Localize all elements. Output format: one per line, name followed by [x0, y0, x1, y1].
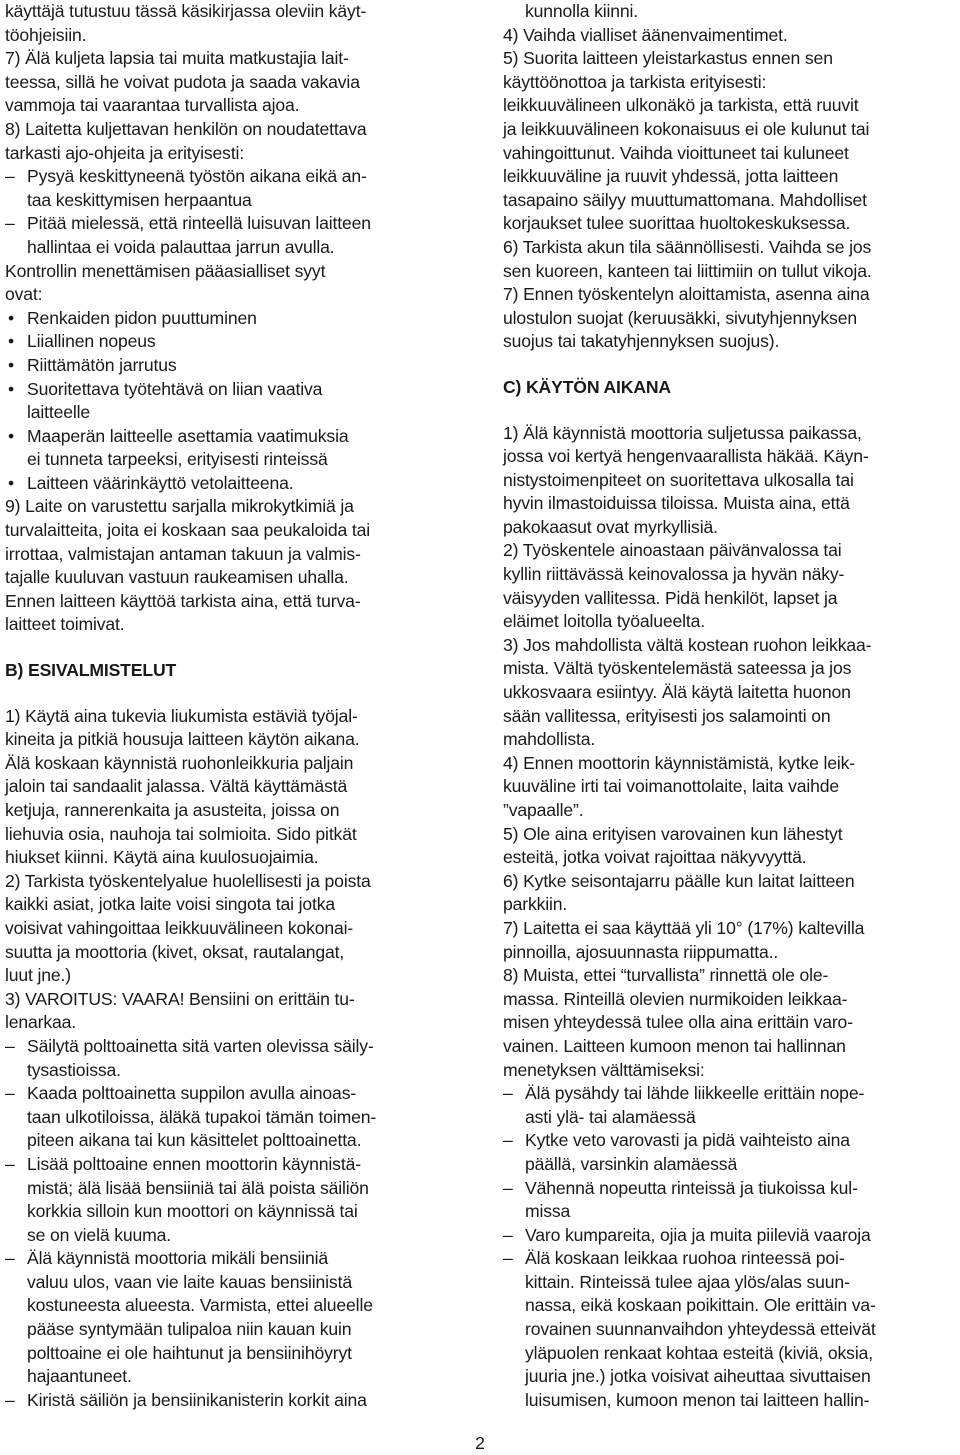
dash-list-continuation: päällä, varsinkin alamäessä	[525, 1153, 738, 1174]
text-line: käyttäjä tutustuu tässä käsikirjassa oleviin käyt-	[5, 1, 367, 21]
text-line: irrottaa, valmistajan antaman takuun ja valmis-	[5, 543, 361, 564]
text-line: teessa, sillä he voivat pudota ja saada vakavia	[5, 71, 360, 92]
text-line: kineita ja pitkiä housuja laitteen käytön aikana.	[5, 729, 360, 750]
dash-list-item: – Älä pysähdy tai lähde liikkeelle erittäin nope-	[503, 1082, 955, 1106]
bullet-list-item: • Maaperän laitteelle asettamia vaatimuksia	[5, 425, 457, 449]
text-line: leikkuuvälineen ulkonäkö ja tarkista, että ruuvit	[503, 95, 859, 116]
text-line: Kontrollin menettämisen pääasialliset syyt	[5, 260, 326, 281]
dash-list-continuation: taa keskittymisen herpaantua	[27, 189, 252, 210]
dash-list-continuation: pääse syntymään tulipaloa niin kauan kuin	[27, 1319, 352, 1340]
text-line: misen yhteydessä tulee olla aina erittäin varo-	[503, 1012, 853, 1033]
text-line: massa. Rinteillä olevien nurmikoiden leikkaa-	[503, 988, 848, 1009]
left-column	[5, 0, 457, 1412]
dash-list-continuation: kostuneesta alueesta. Varmista, ettei alueelle	[27, 1295, 373, 1316]
text-line: 8) Muista, ettei “turvallista” rinnettä ole ole-	[503, 965, 829, 986]
text-line: 3) Jos mahdollista vältä kostean ruohon leikkaa-	[503, 634, 872, 655]
dash-list-continuation: se on vielä kuuma.	[27, 1224, 171, 1245]
bullet-list-item: • Laitteen väärinkäyttö vetolaitteena.	[5, 472, 457, 496]
text-line: leikkuuväline ja ruuvit yhdessä, jotta laitteen	[503, 166, 839, 187]
text-line: laitteet toimivat.	[5, 614, 125, 635]
dash-list-item: – Lisää polttoaine ennen moottorin käynnistä-	[5, 1153, 457, 1177]
text-line: turvalaitteita, joita ei koskaan saa peukaloida tai	[5, 520, 370, 541]
dash-list-continuation: kunnolla kiinni.	[525, 1, 639, 21]
text-line: ja leikkuuvälineen kokonaisuus ei ole kulunut tai	[503, 118, 870, 139]
text-line: luut jne.)	[5, 965, 71, 986]
dash-list-item: – Älä käynnistä moottoria mikäli bensiiniä	[5, 1247, 457, 1271]
dash-list-continuation: hajaantuneet.	[27, 1366, 132, 1387]
right-column	[503, 0, 955, 1412]
text-line: ovat:	[5, 284, 43, 305]
text-line: eläimet loitolla työalueelta.	[503, 611, 706, 632]
dash-list-item: – Varo kumpareita, ojia ja muita piileviä vaaroja	[503, 1224, 955, 1248]
text-line: 7) Laitetta ei saa käyttää yli 10° (17%) kaltevilla	[503, 917, 865, 938]
section-heading-kayton-aikana: C) KÄYTÖN AIKANA	[503, 376, 671, 397]
dash-list-continuation: tysastioissa.	[27, 1059, 121, 1080]
text-line: tasapaino säilyy muuttumattomana. Mahdolliset	[503, 189, 867, 210]
dash-list-continuation: missa	[525, 1201, 571, 1222]
bullet-list-item: • Riittämätön jarrutus	[5, 354, 457, 378]
text-line: jossa voi kertyä hengenvaarallista häkää. Käyn-	[503, 446, 869, 467]
page-number: 2	[475, 1433, 485, 1453]
text-line: nistystoimenpiteet on suoritettava ulkosalla tai	[503, 469, 854, 490]
text-line: väisyyden vallitessa. Pidä henkilöt, lapset ja	[503, 587, 838, 608]
text-line: hyvin ilmastoiduissa tiloissa. Muista aina, että	[503, 493, 850, 514]
text-line: 5) Ole aina erityisen varovainen kun lähestyt	[503, 823, 843, 844]
dash-list-item: – Vähennä nopeutta rinteissä ja tiukoissa kul-	[503, 1177, 955, 1201]
text-line: 8) Laitetta kuljettavan henkilön on noudatettava	[5, 118, 367, 139]
bullet-list-continuation: ei tunneta tarpeeksi, erityisesti rinteissä	[27, 449, 328, 470]
dash-list-continuation: rovainen suunnanvaihdon yhteydessä etteivät	[525, 1319, 876, 1340]
text-line: Älä koskaan käynnistä ruohonleikkuria paljain	[5, 752, 354, 773]
text-line: ukkosvaara esiintyy. Älä käytä laitetta huonon	[503, 682, 851, 703]
text-line: 7) Älä kuljeta lapsia tai muita matkustajia lait-	[5, 48, 349, 69]
text-line: liehuvia osia, nauhoja tai solmioita. Sido pitkät	[5, 823, 357, 844]
text-line: 9) Laite on varustettu sarjalla mikrokytkimiä ja	[5, 496, 354, 517]
text-line: käyttöönottoa ja tarkista erityisesti:	[503, 71, 767, 92]
dash-list-continuation: hallintaa ei voida palauttaa jarrun avulla.	[27, 236, 335, 257]
text-line: 4) Ennen moottorin käynnistämistä, kytke leik-	[503, 752, 855, 773]
text-line: vainen. Laitteen kumoon menon tai hallinnan	[503, 1035, 846, 1056]
text-line: ”vapaalle”.	[503, 800, 584, 820]
text-line: mista. Vältä työskentelemästä sateessa ja jos	[503, 658, 852, 679]
bullet-list-item: • Liiallinen nopeus	[5, 330, 457, 354]
text-line: töohjeisiin.	[5, 24, 87, 45]
text-line: pakokaasut ovat myrkyllisiä.	[503, 516, 718, 537]
text-line: tajalle kuuluvan vastuun raukeamisen uhalla.	[5, 567, 349, 588]
dash-list-continuation: polttoaine ei ole haihtunut ja bensiinihöyryt	[27, 1342, 352, 1363]
text-line: parkkiin.	[503, 894, 568, 915]
text-line: 5) Suorita laitteen yleistarkastus ennen sen	[503, 48, 833, 69]
text-line: ulostulon suojat (keruusäkki, sivutyhjennyksen	[503, 307, 857, 328]
dash-list-item: – Älä koskaan leikkaa ruohoa rinteessä poi-	[503, 1247, 955, 1271]
text-line: vahingoittunut. Vaihda vioittuneet tai kuluneet	[503, 142, 849, 163]
text-line: 6) Tarkista akun tila säännöllisesti. Vaihda se jos	[503, 236, 872, 257]
text-line: 2) Tarkista työskentelyalue huolellisesti ja poista	[5, 870, 371, 891]
dash-list-item: – Pitää mielessä, että rinteellä luisuvan laitteen	[5, 212, 457, 236]
text-line: jaloin tai sandaalit jalassa. Vältä käyttämästä	[5, 776, 348, 797]
text-line: voisivat vahingoittaa leikkuuvälineen kokonai-	[5, 917, 354, 938]
dash-list-continuation: luisumisen, kumoon menon tai laitteen hallin-	[525, 1389, 870, 1410]
text-line: 6) Kytke seisontajarru päälle kun laitat laitteen	[503, 870, 855, 891]
dash-list-continuation: nassa, eikä koskaan poikittain. Ole erittäin va-	[525, 1295, 876, 1316]
text-line: suojus tai takatyhjennyksen suojus).	[503, 331, 780, 352]
bullet-list-continuation: laitteelle	[27, 402, 91, 423]
text-line: vammoja tai vaarantaa turvallista ajoa.	[5, 95, 300, 116]
text-line: kuuväline irti tai voimanottolaite, laita vaihde	[503, 776, 840, 797]
text-line: 1) Käytä aina tukevia liukumista estäviä työjal-	[5, 705, 358, 726]
section-heading-esivalmistelut: B) ESIVALMISTELUT	[5, 660, 177, 681]
text-line: esteitä, jotka voivat rajoittaa näkyvyyttä.	[503, 847, 807, 868]
dash-list-continuation: kittain. Rinteissä tulee ajaa ylös/alas suun-	[525, 1271, 850, 1292]
text-line: mahdollista.	[503, 729, 596, 750]
dash-list-continuation: yläpuolen renkaat kohtaa esteitä (kiviä, oksia,	[525, 1342, 873, 1363]
text-line: 1) Älä käynnistä moottoria suljetussa paikassa,	[503, 422, 862, 443]
text-line: kyllin riittävässä keinovalossa ja hyvän näky-	[503, 564, 845, 585]
text-line: hiukset kiinni. Käytä aina kuulosuojaimia.	[5, 847, 319, 868]
dash-list-item: – Kytke veto varovasti ja pidä vaihteisto aina	[503, 1129, 955, 1153]
text-line: 3) VAROITUS: VAARA! Bensiini on erittäin tu-	[5, 988, 355, 1009]
text-line: 4) Vaihda vialliset äänenvaimentimet.	[503, 24, 788, 45]
text-line: suutta ja moottoria (kivet, oksat, rautalangat,	[5, 941, 345, 962]
dash-list-continuation: piteen aikana tai kun käsittelet polttoainetta.	[27, 1130, 362, 1151]
dash-list-continuation: korkkia silloin kun moottori on käynnissä tai	[27, 1201, 358, 1222]
text-line: korjaukset tulee suorittaa huoltokeskuksessa.	[503, 213, 851, 234]
text-line: sen kuoreen, kanteen tai liittimiin on tullut vikoja.	[503, 260, 872, 281]
text-line: 7) Ennen työskentelyn aloittamista, asenna aina	[503, 284, 870, 305]
bullet-list-item: • Suoritettava työtehtävä on liian vaativa	[5, 378, 457, 402]
dash-list-item: – Kiristä säiliön ja bensiinikanisterin korkit aina	[5, 1389, 457, 1413]
dash-list-item: – Säilytä polttoainetta sitä varten olevissa säily-	[5, 1035, 457, 1059]
dash-list-continuation: asti ylä- tai alamäessä	[525, 1106, 696, 1127]
dash-list-continuation: valuu ulos, vaan vie laite kauas bensiinistä	[27, 1271, 352, 1292]
dash-list-continuation: juuria jne.) jotka voisivat aiheuttaa sivuttaisen	[525, 1366, 871, 1387]
text-line: pinnoilla, ajosuunnasta riippumatta..	[503, 941, 779, 962]
dash-list-item: – Pysyä keskittyneenä työstön aikana eikä an-	[5, 165, 457, 189]
text-line: lenarkaa.	[5, 1012, 77, 1033]
text-line: ketjuja, rannerenkaita ja asusteita, joissa on	[5, 800, 340, 820]
text-line: 2) Työskentele ainoastaan päivänvalossa tai	[503, 540, 842, 561]
text-line: sään vallitessa, erityisesti jos salamointi on	[503, 705, 831, 726]
text-line: tarkasti ajo-ohjeita ja erityisesti:	[5, 142, 245, 163]
text-line: Ennen laitteen käyttöä tarkista aina, että turva-	[5, 590, 361, 611]
bullet-list-item: • Renkaiden pidon puuttuminen	[5, 307, 457, 331]
dash-list-continuation: mistä; älä lisää bensiiniä tai älä poista säiliön	[27, 1177, 369, 1198]
text-line: kaikki asiat, jotka laite voisi singota tai jotka	[5, 894, 336, 915]
dash-list-item: – Kaada polttoainetta suppilon avulla ainoas-	[5, 1082, 457, 1106]
dash-list-continuation: taan ulkotiloissa, äläkä tupakoi tämän toimen-	[27, 1106, 377, 1127]
text-line: menetyksen välttämiseksi:	[503, 1059, 705, 1080]
